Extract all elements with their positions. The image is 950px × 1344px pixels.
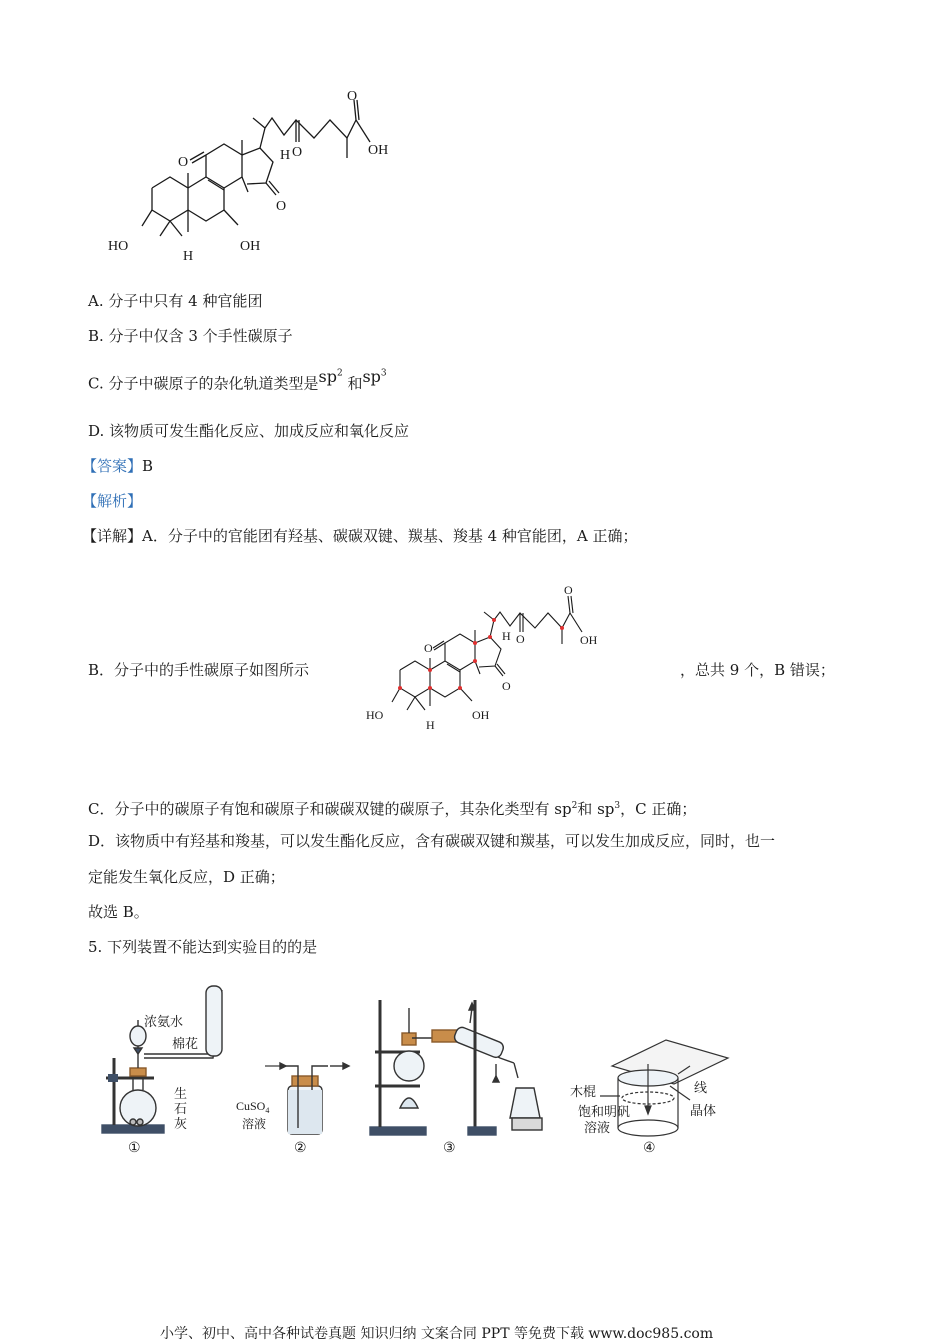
detail-c-sup1: 2 — [571, 801, 578, 811]
a1-lime-2: 石 — [174, 1101, 188, 1116]
label-o-11-2: O — [424, 641, 433, 655]
label-h-5-2: H — [426, 718, 435, 732]
apparatus-figure — [100, 978, 740, 1163]
label-o-chain: O — [292, 145, 303, 160]
detail-b-right: ，总共 9 个，B 错误； — [680, 661, 835, 679]
a4-number: ④ — [643, 1141, 656, 1156]
detail-c — [88, 796, 696, 819]
label-o-11: O — [178, 155, 189, 170]
option-c-sp2: $sp^2$ — [318, 367, 343, 387]
label-ho-3-2: HO — [366, 708, 384, 722]
a4-thread-label: 线 — [694, 1080, 708, 1095]
option-a: A. 分子中只有 4 种官能团 — [88, 292, 263, 310]
label-h-5: H — [183, 249, 194, 264]
detail-c-part1: C．分子中的碳原子有饱和碳原子和碳碳双键的碳原子，其杂化类型有 sp — [88, 800, 572, 818]
label-h-17-2: H — [502, 629, 511, 643]
detail-a-text: A．分子中的官能团有羟基、碳碳双键、羰基、羧基 4 种官能团，A 正确； — [142, 527, 638, 545]
a2-number: ② — [294, 1141, 307, 1156]
chiral-marker — [398, 686, 402, 690]
answer — [82, 456, 153, 476]
answer-label: 【答案】 — [82, 457, 143, 475]
detail-b-left: B．分子中的手性碳原子如图所示 — [88, 661, 310, 679]
label-o-acid: O — [347, 89, 358, 104]
a2-solution-label: 溶液 — [242, 1117, 267, 1131]
label-o-15: O — [276, 199, 287, 214]
detail-d2: 定能发生氧化反应，D 正确； — [88, 868, 285, 886]
option-c — [88, 367, 387, 393]
label-oh-7: OH — [240, 239, 261, 254]
option-c-and: 和 — [347, 374, 363, 393]
chiral-marker — [492, 618, 496, 622]
answer-value: B — [142, 457, 154, 475]
label-o-15-2: O — [502, 679, 511, 693]
label-oh-acid: OH — [368, 143, 389, 158]
a4-sat-1: 饱和明矾 — [578, 1104, 631, 1119]
detail-c-part2: 和 sp — [577, 800, 615, 818]
a2-cuso4-label: CuSO$_4$ — [236, 1099, 270, 1115]
molecule-structure-1 — [100, 80, 410, 270]
chiral-marker — [428, 668, 432, 672]
a4-crystal-label: 晶体 — [690, 1103, 717, 1118]
chiral-marker — [428, 686, 432, 690]
apparatus-3 — [370, 1000, 542, 1135]
option-c-sp3: $sp^3$ — [362, 367, 387, 387]
label-ho-3: HO — [108, 239, 129, 254]
label-o-chain-2: O — [516, 632, 525, 646]
apparatus-4 — [600, 1040, 728, 1136]
a4-sat-2: 溶液 — [584, 1120, 611, 1135]
a3-number: ③ — [443, 1141, 456, 1156]
a1-lime-3: 灰 — [174, 1116, 188, 1131]
question-5: 5. 下列装置不能达到实验目的的是 — [88, 938, 318, 956]
option-d: D. 该物质可发生酯化反应、加成反应和氧化反应 — [88, 422, 410, 440]
label-o-acid-2: O — [564, 583, 573, 597]
detail-label: 【详解】 — [82, 527, 143, 545]
analysis-label: 【解析】 — [82, 492, 143, 510]
chiral-markers — [398, 618, 564, 690]
chiral-marker — [560, 626, 564, 630]
detail-conclusion: 故选 B。 — [88, 903, 149, 921]
a1-lime-1: 生 — [174, 1086, 188, 1101]
apparatus-1 — [102, 986, 222, 1133]
option-b: B. 分子中仅含 3 个手性碳原子 — [88, 327, 293, 345]
a1-number: ① — [128, 1141, 141, 1156]
chiral-marker — [488, 635, 492, 639]
chiral-marker — [458, 686, 462, 690]
detail-d1: D．该物质中有羟基和羧基，可以发生酯化反应，含有碳碳双键和羰基，可以发生加成反应，同时，也一 — [88, 832, 776, 850]
molecule-structure-2-chiral — [360, 578, 620, 738]
detail-c-part3: ，C 正确； — [620, 800, 697, 818]
detail-a — [82, 526, 638, 546]
page-footer: 小学、初中、高中各种试卷真题 知识归纳 文案合同 PPT 等免费下载 www.doc985.com — [160, 1326, 714, 1342]
label-h-17: H — [280, 148, 291, 163]
chiral-marker — [473, 659, 477, 663]
a4-stick-label: 木棍 — [570, 1084, 597, 1099]
label-oh-7-2: OH — [472, 708, 490, 722]
chiral-marker — [473, 641, 477, 645]
option-c-prefix: C. 分子中碳原子的杂化轨道类型是 — [88, 374, 319, 393]
apparatus-2 — [265, 1063, 349, 1134]
a1-cotton-label: 棉花 — [172, 1036, 199, 1051]
label-oh-acid-2: OH — [580, 633, 598, 647]
a1-ammonia-label: 浓氨水 — [144, 1014, 184, 1029]
detail-c-sup2: 3 — [614, 801, 621, 811]
